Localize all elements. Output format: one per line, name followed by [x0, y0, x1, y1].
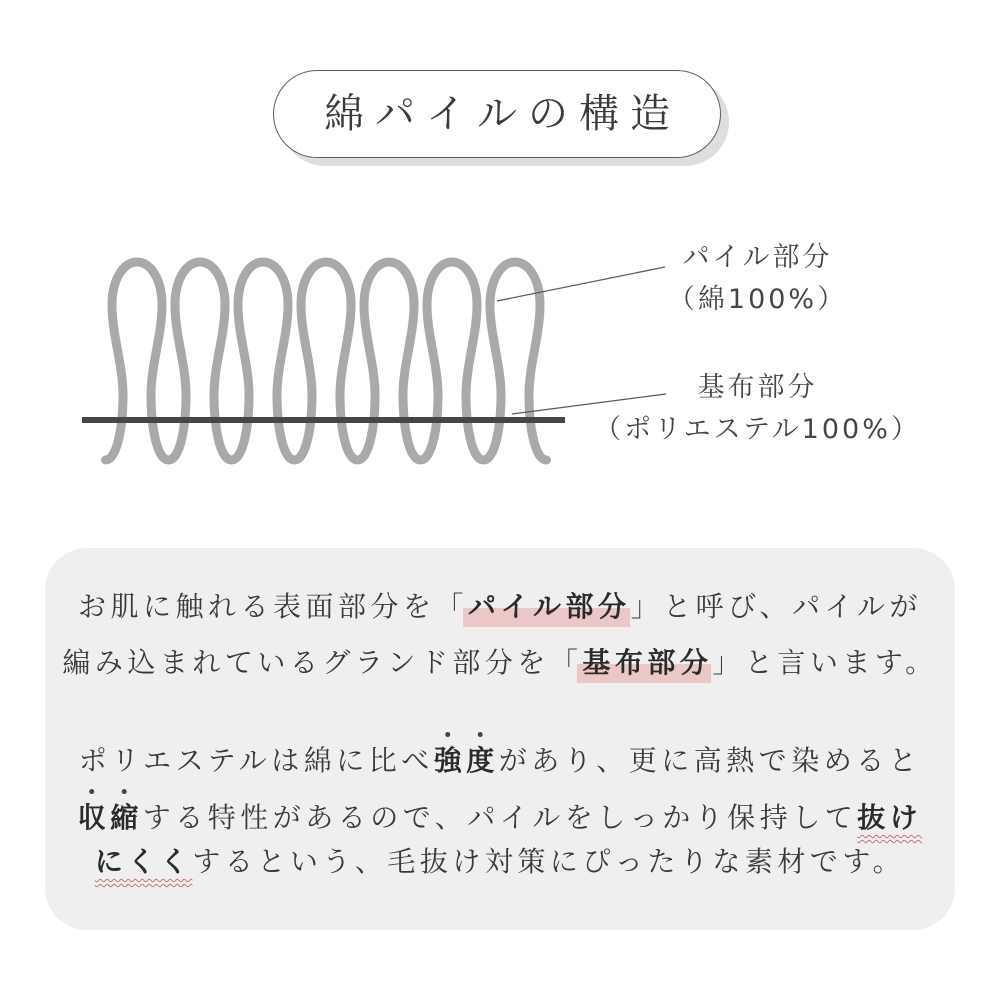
description-line	[45, 643, 955, 683]
description-line	[45, 587, 955, 627]
pile-part-label: パイル部分	[682, 242, 833, 273]
title-pill	[273, 70, 721, 158]
line-text: する特性があるので、パイルをしっかり保持して	[142, 801, 858, 834]
shrinkage-emphasis: 収縮	[77, 801, 143, 834]
line-text: があり、更に高熱で染めると	[498, 744, 922, 777]
line-text: 編み込まれているグランド部分を「	[62, 646, 583, 679]
line-text: お肌に触れる表面部分を「	[78, 590, 469, 623]
hard-to-shed-emphasis: 抜け	[857, 801, 923, 834]
description-line	[45, 728, 955, 781]
hard-to-shed-emphasis: にくく	[94, 845, 193, 878]
line-text: 」と呼び、パイルが	[630, 590, 922, 623]
base-part-highlight: 基布部分	[582, 646, 713, 679]
description-line	[45, 842, 955, 882]
wavy-underline	[857, 801, 922, 834]
line-text: 」と言います。	[712, 646, 938, 679]
pile-yarn-loops	[106, 262, 547, 460]
base-material-label: （ポリエステル100%）	[594, 414, 921, 445]
base-part-label: 基布部分	[697, 372, 818, 403]
wavy-underline	[95, 845, 193, 878]
page-title: 綿パイルの構造	[324, 91, 681, 137]
line-text: ポリエステルは綿に比べ	[78, 744, 434, 777]
pile-part-highlight: パイル部分	[468, 590, 631, 623]
description-line	[45, 785, 955, 838]
strength-emphasis: 強度	[433, 744, 499, 777]
pile-material-label: （綿100%）	[667, 284, 848, 315]
description-panel	[45, 548, 955, 930]
line-text: するという、毛抜け対策にぴったりな素材です。	[192, 845, 906, 878]
